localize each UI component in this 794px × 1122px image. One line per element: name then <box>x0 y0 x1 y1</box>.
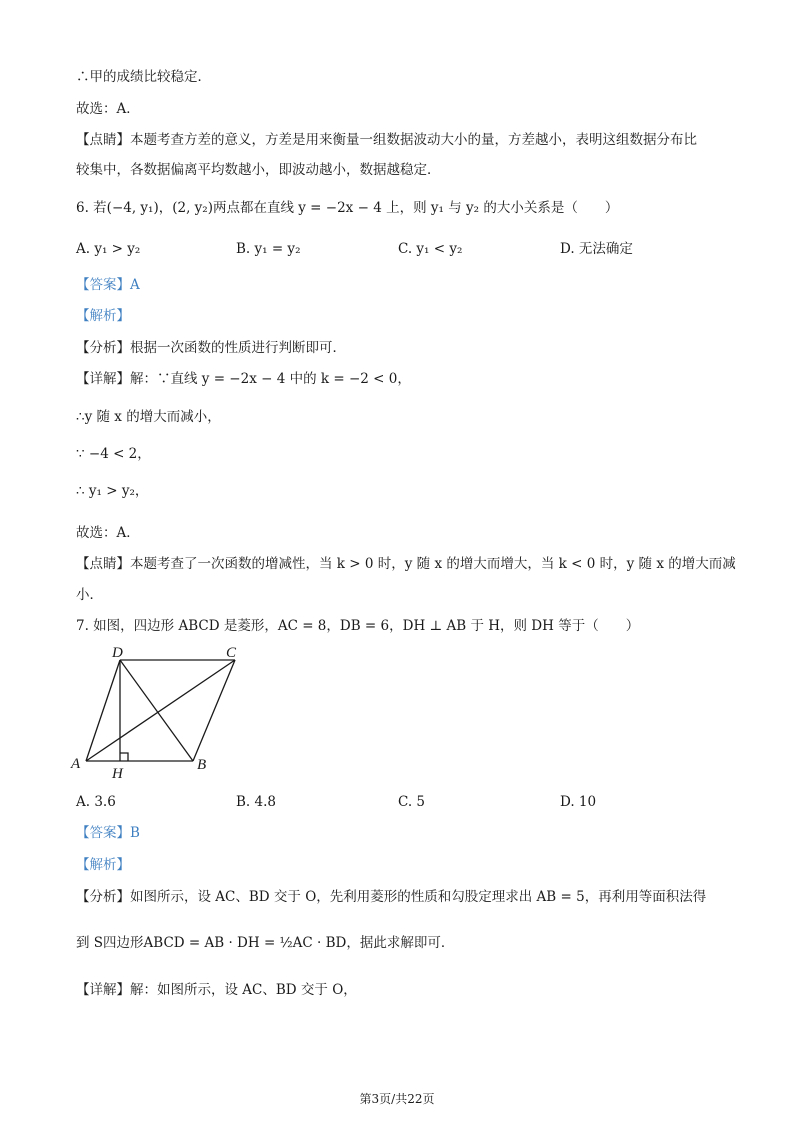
q7-option-c: C. 5 <box>398 794 426 810</box>
text-line: 【详解】解：∵直线 y = −2x − 4 中的 k = −2 < 0， <box>76 371 411 387</box>
answer-label: 【答案】B <box>76 825 140 841</box>
text-line: ∴y 随 x 的增大而减小， <box>76 409 221 425</box>
vertex-label-d: D <box>112 645 123 661</box>
text-line: ∵ −4 < 2， <box>76 446 151 462</box>
text-line: 小． <box>76 587 103 603</box>
analysis-label: 【解析】 <box>76 857 130 873</box>
text-line: 故选：A． <box>76 101 140 117</box>
text-line: ∴甲的成绩比较稳定． <box>76 69 211 85</box>
text-line: 【分析】根据一次函数的性质进行判断即可． <box>76 340 346 356</box>
answer-label: 【答案】A <box>76 277 140 293</box>
analysis-label: 【解析】 <box>76 308 130 324</box>
q7-option-d: D. 10 <box>560 794 597 810</box>
q6-option-c: C. y₁ < y₂ <box>398 241 463 257</box>
text-line: 【点睛】本题考查了一次函数的增减性，当 k > 0 时，y 随 x 的增大而增大，当 k < 0 时，y 随 x 的增大而减 <box>76 556 736 572</box>
question-6: 6. 若(−4, y₁)，(2, y₂)两点都在直线 y = −2x − 4 上，则 y₁ 与 y₂ 的大小关系是（ ） <box>76 200 619 216</box>
q6-option-d: D. 无法确定 <box>560 241 633 257</box>
text-line: 【详解】解：如图所示，设 AC、BD 交于 O， <box>76 982 357 998</box>
text-line: 故选：A． <box>76 525 140 541</box>
question-7: 7. 如图，四边形 ABCD 是菱形，AC = 8，DB = 6，DH ⊥ AB 于 H，则 DH 等于（ ） <box>76 618 640 634</box>
q7-option-a: A. 3.6 <box>76 794 116 810</box>
rhombus-figure <box>70 642 250 782</box>
text-line: ∴ y₁ > y₂， <box>76 483 149 499</box>
text-line: 到 S四边形ABCD = AB · DH = ½AC · BD，据此求解即可． <box>76 935 455 951</box>
text-line: 【分析】如图所示，设 AC、BD 交于 O，先利用菱形的性质和勾股定理求出 AB = 5，再利用等面积法得 <box>76 889 707 905</box>
text-line: 【点睛】本题考查方差的意义，方差是用来衡量一组数据波动大小的量，方差越小，表明这组数据分布比 <box>76 132 697 148</box>
vertex-label-c: C <box>226 645 237 661</box>
vertex-label-a: A <box>71 756 81 772</box>
vertex-label-b: B <box>197 757 207 773</box>
q7-option-b: B. 4.8 <box>236 794 276 810</box>
q6-option-b: B. y₁ = y₂ <box>236 241 301 257</box>
text-line: 较集中，各数据偏离平均数越小，即波动越小，数据越稳定． <box>76 162 441 178</box>
q6-option-a: A. y₁ > y₂ <box>76 241 141 257</box>
vertex-label-h: H <box>112 766 123 782</box>
page-footer: 第3页/共22页 <box>359 1092 435 1106</box>
